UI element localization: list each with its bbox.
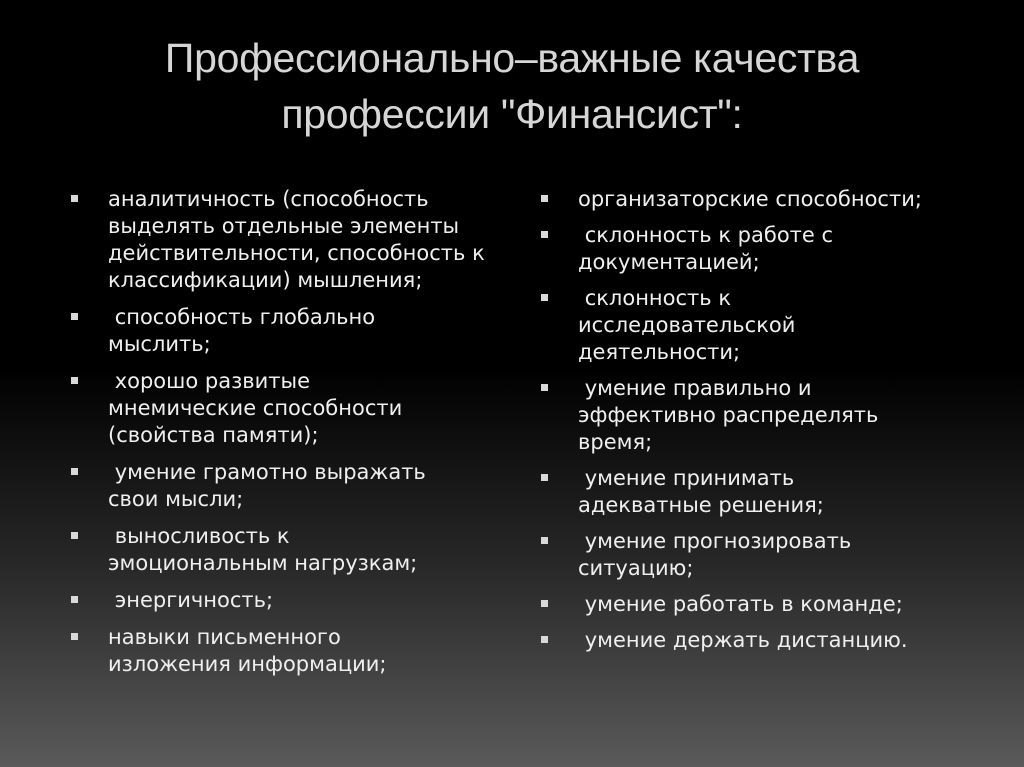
list-item-text: организаторские способности; — [578, 187, 922, 211]
list-item-text: умение держать дистанцию. — [578, 628, 908, 652]
list-item-text: умение правильно и эффективно распределять время; — [578, 376, 886, 454]
list-item — [66, 624, 506, 678]
square-bullet-icon — [71, 195, 78, 202]
list-item — [536, 465, 976, 519]
square-bullet-icon — [71, 532, 78, 539]
list-item-text: способность глобально мыслить; — [108, 305, 382, 356]
left-bullet-list — [66, 186, 506, 688]
list-item — [536, 591, 976, 618]
list-item-text: хорошо развитые мнемические способности (свойства памяти); — [108, 369, 409, 447]
list-item — [536, 375, 976, 456]
list-item-text: умение грамотно выражать свои мысли; — [108, 460, 433, 511]
square-bullet-icon — [541, 636, 548, 643]
square-bullet-icon — [541, 537, 548, 544]
square-bullet-icon — [541, 195, 548, 202]
list-item — [536, 222, 976, 276]
list-item-text: аналитичность (способность выделять отдельные элементы действительности, способность к классификации) мышления; — [108, 187, 485, 292]
slide-title — [40, 30, 984, 142]
list-item — [66, 186, 506, 294]
list-item-text: умение принимать адекватные решения; — [578, 466, 824, 517]
list-item — [66, 368, 506, 449]
square-bullet-icon — [541, 600, 548, 607]
square-bullet-icon — [71, 633, 78, 640]
square-bullet-icon — [71, 377, 78, 384]
list-item-text: навыки письменного изложения информации; — [108, 625, 387, 676]
right-bullet-list — [536, 186, 976, 663]
list-item-text: энергичность; — [108, 588, 274, 612]
list-item — [66, 304, 506, 358]
square-bullet-icon — [541, 474, 548, 481]
list-item-text: склонность к исследовательской деятельности; — [578, 286, 803, 364]
list-item-text: умение работать в команде; — [578, 592, 903, 616]
square-bullet-icon — [71, 313, 78, 320]
list-item — [66, 523, 506, 577]
square-bullet-icon — [541, 231, 548, 238]
list-item-text: выносливость к эмоциональным нагрузкам; — [108, 524, 418, 575]
slide-title-line-1: Профессионально–важные качества — [164, 35, 860, 81]
list-item — [536, 627, 976, 654]
list-item-text: склонность к работе с документацией; — [578, 223, 840, 274]
square-bullet-icon — [71, 468, 78, 475]
square-bullet-icon — [541, 294, 548, 301]
square-bullet-icon — [71, 596, 78, 603]
list-item — [536, 186, 976, 213]
square-bullet-icon — [541, 384, 548, 391]
list-item — [536, 285, 976, 366]
list-item — [66, 459, 506, 513]
list-item — [66, 587, 506, 614]
slide-title-line-2: профессии "Финансист": — [281, 91, 743, 137]
list-item — [536, 528, 976, 582]
list-item-text: умение прогнозировать ситуацию; — [578, 529, 858, 580]
